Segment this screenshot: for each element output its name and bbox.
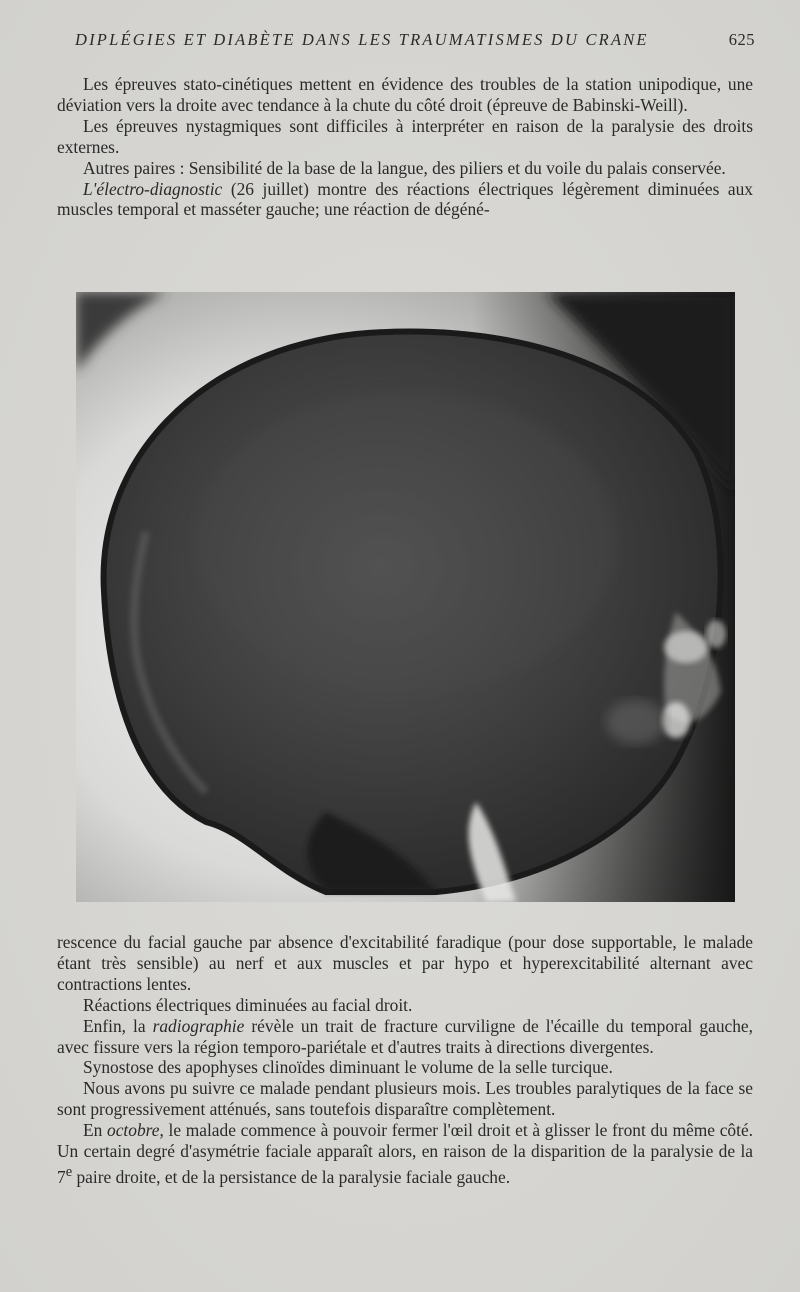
paragraph-suivi: Nous avons pu suivre ce malade pendant plusieurs mois. Les troubles paralytiques de la face se sont progressivement atténués, sans toutefois disparaître complètement.: [57, 1078, 753, 1120]
octobre-text-a: , le malade commence à pouvoir fermer l'œil droit et à glisser le front du même côté. Un certain degré d'asymétrie faciale apparaît alors, en raison de la disparition de la paralysie de la 7: [57, 1120, 754, 1187]
paragraph-electro-diagnostic: [57, 179, 753, 221]
page-number: 625: [728, 30, 755, 49]
octobre-superscript: e: [65, 1163, 73, 1180]
electro-diagnostic-term: L'électro-diagnostic: [83, 178, 223, 199]
radiograph-drawing: [76, 292, 735, 902]
paragraph-reactions-facial-droit: Réactions électriques diminuées au facial droit.: [83, 994, 413, 1015]
octobre-lead: En: [83, 1120, 107, 1141]
running-head: [75, 30, 755, 50]
radiographie-term: radiographie: [152, 1015, 245, 1036]
paragraph-stato-cinetiques: Les épreuves stato-cinétiques mettent en évidence des troubles de la station unipodique, une déviation vers la droite avec tendance à la chute du côté droit (épreuve de Babinski-Weill).: [57, 74, 753, 115]
paragraph-nystagmiques: Les épreuves nystagmiques sont difficiles à interpréter en raison de la paralysie des droits externes.: [57, 115, 753, 157]
electro-diagnostic-text: (26 juillet) montre des réactions électriques légèrement diminuées aux muscles temporal et masséter gauche; une réaction de dégéné-: [57, 178, 753, 220]
paragraph-radiographie: [57, 1016, 753, 1058]
octobre-text-b: paire droite, et de la persistance de la paralysie faciale gauche.: [72, 1166, 511, 1187]
skull-radiograph-image: [76, 292, 735, 902]
paragraph-autres-paires: Autres paires : Sensibilité de la base de la langue, des piliers et du voile du palais conservée.: [83, 157, 726, 178]
radiographie-lead: Enfin, la: [83, 1015, 153, 1036]
text-block-top: [57, 74, 753, 220]
text-block-bottom: [57, 932, 753, 1188]
running-title: DIPLÉGIES ET DIABÈTE DANS LES TRAUMATISMES DU CRANE: [75, 30, 649, 49]
octobre-term: octobre: [107, 1120, 160, 1141]
paragraph-synostose: Synostose des apophyses clinoïdes diminuant le volume de la selle turcique.: [83, 1057, 613, 1078]
radiographie-text: révèle un trait de fracture curviligne de l'écaille du temporal gauche, avec fissure vers la région temporo-pariétale et d'autres traits à directions divergentes.: [57, 1015, 753, 1057]
paragraph-octobre: [57, 1120, 753, 1188]
paragraph-degenerescence: rescence du facial gauche par absence d'excitabilité faradique (pour dose supportable, le malade étant très sensible) au nerf et aux muscles et par hypo et hyperexcitabilité alternant avec contractions lentes.: [57, 932, 753, 994]
